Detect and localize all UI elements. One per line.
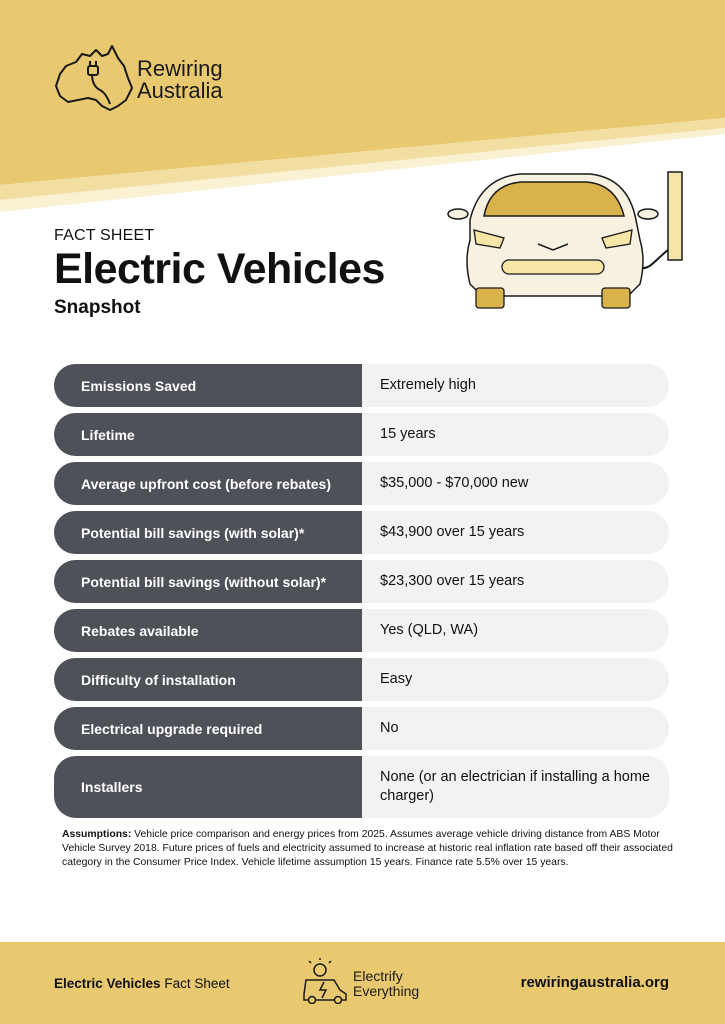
row-label: Potential bill savings (without solar)* xyxy=(54,560,362,603)
row-label: Emissions Saved xyxy=(54,364,362,407)
table-row xyxy=(54,511,669,554)
row-label: Lifetime xyxy=(54,413,362,456)
table-row xyxy=(54,364,669,407)
brand-logo-line2: Australia xyxy=(137,78,223,103)
row-value: Yes (QLD, WA) xyxy=(362,609,669,652)
footer-logo-line1: Electrify xyxy=(353,968,403,984)
page-title: Electric Vehicles xyxy=(54,245,385,293)
table-row xyxy=(54,462,669,505)
table-row xyxy=(54,609,669,652)
page-subtitle: Snapshot xyxy=(54,297,141,318)
footer-logo-text xyxy=(353,969,443,999)
snapshot-table xyxy=(54,364,669,824)
assumptions-label: Assumptions: xyxy=(62,829,132,840)
row-label: Average upfront cost (before rebates) xyxy=(54,462,362,505)
table-row xyxy=(54,560,669,603)
kicker: FACT SHEET xyxy=(54,227,155,244)
brand-logo-line1: Rewiring xyxy=(137,56,223,81)
charger-icon xyxy=(668,172,682,260)
row-value: $23,300 over 15 years xyxy=(362,560,669,603)
row-value: $35,000 - $70,000 new xyxy=(362,462,669,505)
table-row xyxy=(54,707,669,750)
footer xyxy=(0,942,725,1024)
row-label: Difficulty of installation xyxy=(54,658,362,701)
row-label: Electrical upgrade required xyxy=(54,707,362,750)
table-row xyxy=(54,756,669,818)
row-value: No xyxy=(362,707,669,750)
footer-logo-line2: Everything xyxy=(353,983,420,999)
row-value: 15 years xyxy=(362,413,669,456)
website-link[interactable]: rewiringaustralia.org xyxy=(520,974,669,991)
row-label: Potential bill savings (with solar)* xyxy=(54,511,362,554)
footer-doc-title-rest: Fact Sheet xyxy=(160,976,230,991)
row-value: Easy xyxy=(362,658,669,701)
footer-doc-title-bold: Electric Vehicles xyxy=(54,976,161,991)
row-value: $43,900 over 15 years xyxy=(362,511,669,554)
row-value: Extremely high xyxy=(362,364,669,407)
assumptions-text: Vehicle price comparison and energy prices from 2025. Assumes average vehicle driving distance from ABS Motor Vehicle Survey 2018. Future prices of fuels and electricity assumed to increase at historic real inflation rate based off their associated category in the Consumer Price Index. Vehicle lifetime assumption 15 years. Finance rate 5.5% over 15 years. xyxy=(62,829,673,868)
row-label: Installers xyxy=(54,756,362,818)
assumptions-note xyxy=(62,828,677,870)
row-value: None (or an electrician if installing a home charger) xyxy=(362,756,669,818)
footer-doc-title xyxy=(54,976,230,991)
electric-car-illustration xyxy=(440,160,690,320)
table-row xyxy=(54,658,669,701)
title-block xyxy=(54,227,454,319)
row-label: Rebates available xyxy=(54,609,362,652)
brand-logo-text xyxy=(137,58,257,102)
table-row xyxy=(54,413,669,456)
